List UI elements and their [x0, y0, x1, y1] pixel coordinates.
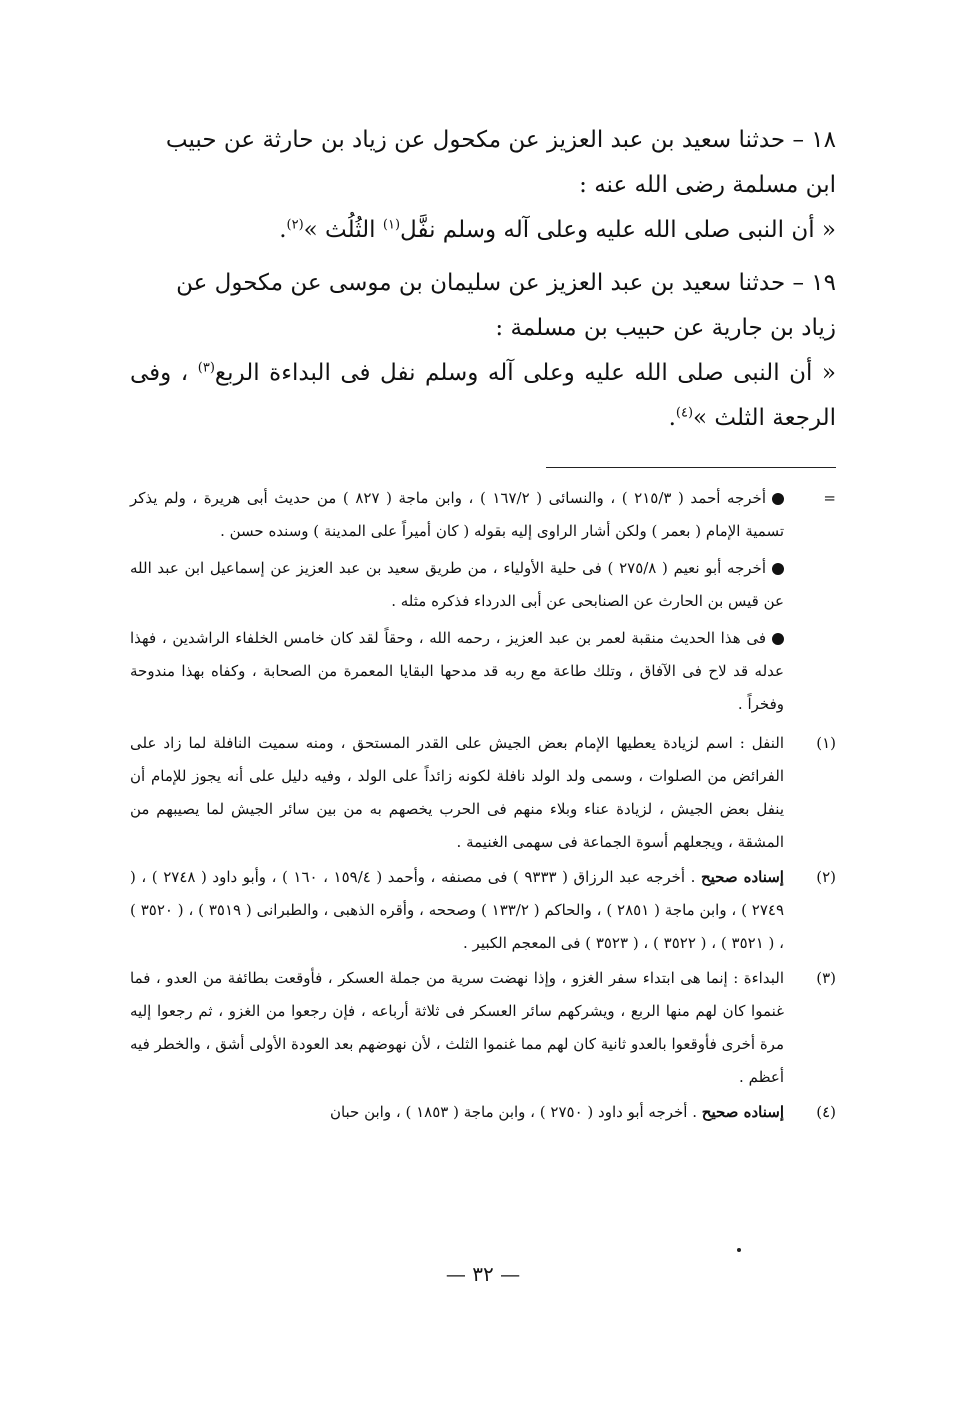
bullet-icon — [772, 563, 784, 575]
footnote-marker-eq: = — [823, 489, 836, 507]
hadith-18-quote: « أن النبى صلى الله عليه وعلى آله وسلم نفَّل$^{(١)}$ الثُلُث »$^{(٢)}$. — [279, 217, 836, 243]
hadith-19-quote: « أن النبى صلى الله عليه وعلى آله وسلم نفل فى البداءة الربع$^{(٣)}$ ، وفى الرجعة الثلث »$^{(٤)}$. — [130, 360, 836, 431]
footnote-ref-3: (٣) — [197, 360, 215, 376]
footnote-2-text: . أخرجه عبد الرزاق ( ٩٣٣٣ ) فى مصنفه ، وأحمد ( ١٥٩/٤ ، ١٦٠ ) ، وأبو داود ( ٢٧٤٨ ) ، ( ٢٧٤٩ ) ، وابن ماجة ( ٢٨٥١ ) ، والحاكم ( ١٣٣/٢ ) وصححه ، وأقره الذهبى ، والطبرانى ( ٣٥١٩ ) ، ( ٣٥٢٠ ) ، ( ٣٥٢١ ) ، ( ٣٥٢٢ ) ، ( ٣٥٢٣ ) فى المعجم الكبير . — [130, 868, 785, 952]
footnote-marker-1: (١) — [816, 734, 836, 752]
footnote-marker-4: (٤) — [816, 1103, 836, 1121]
footnote-ref-4: (٤) — [675, 405, 694, 421]
footnote-bullet-3: فى هذا الحديث منقبة لعمر بن عبد العزيز ، رحمه الله ، وحقاً لقد كان خامس الخلفاء الراشدين ، فهذا عدله قد لاح فى الآفاق ، وتلك طاعة مع ربه قد مدحها البقايا المعمرة من الصحابة ، وكفاه بهذا مندوحة وفخراً . — [130, 629, 784, 713]
hadith-18-line1: ١٨ – حدثنا سعيد بن عبد العزيز عن مكحول عن زياد بن حارثة عن حبيب — [165, 127, 836, 153]
footnote-bullet-1: أخرجه أحمد ( ٢١٥/٣ ) ، والنسائى ( ١٦٧/٢ ) ، وابن ماجة ( ٨٢٧ ) من حديث أبى هريرة ، ولم يذكر تسمية الإمام ( بعمر ) ولكن أشار الراوى إليه بقوله ( كان أميراً على المدينة ) وسنده حسن . — [130, 489, 784, 540]
footnote-bullet-2: أخرجه أبو نعيم ( ٢٧٥/٨ ) فى حلية الأولياء ، من طريق سعيد بن عبد العزيز عن إسماعيل ابن عبد الله عن قيس بن الحارث عن الصنابحى عن أبى الدرداء فذكره مثله . — [130, 559, 784, 610]
hadith-18 — [130, 118, 836, 253]
footnote-ref-1: (١) — [382, 217, 401, 233]
footnote-3-text: البداءة : إنما هى ابتداء سفر الغزو ، وإذا نهضت سرية من جملة العسكر ، فأوقعت بطائفة من العدو ، فما غنموا كان لهم منها الربع ، ويشركهم سائر العسكر فى ثلاثة أرباعه ، فإن رجعوا من الغزو ، ثم رجعوا إليه مرة أخرى فأوقعوا بالعدو ثانية كان لهم مما غنموا الثلث ، لأن نهوضهم بعد العودة الأولى أشق ، والخطر فيه أعظم . — [130, 969, 784, 1086]
main-text — [130, 118, 836, 441]
footnote-2-grade: إسناده صحيح — [700, 868, 784, 886]
footnote-1-text: النفل : اسم لزيادة يعطيها الإمام بعض الجيش على القدر المستحق ، ومنه سميت النافلة لما زاد على الفرائض من الصلوات ، وسمى ولد الولد نافلة لكونه زائداً على الولد ، وفيه دليل على أنه يجوز للإمام أن ينفل بعض الجيش ، لزيادة عناء وبلاء منهم فى الحرب يخصهم به من بين سائر الجيش لما يصيبهم من المشقة ، ويجعلهم أسوة الجماعة فى سهمى الغنيمة . — [130, 734, 784, 851]
footnote-3 — [130, 962, 836, 1094]
hadith-19 — [130, 261, 836, 441]
footnote-4-text: . أخرجه أبو داود ( ٢٧٥٠ ) ، وابن ماجة ( ١٨٥٣ ) ، وابن حبان — [329, 1103, 702, 1121]
bullet-icon — [772, 493, 784, 505]
footnote-1 — [130, 727, 836, 859]
footnote-4-grade: إسناده صحيح — [701, 1103, 784, 1121]
footnote-marker-3: (٣) — [816, 969, 836, 987]
hadith-19-line1: ١٩ – حدثنا سعيد بن عبد العزيز عن سليمان بن موسى عن مكحول عن — [176, 270, 836, 296]
footnote-ref-2: (٢) — [286, 217, 304, 233]
page-content — [130, 118, 836, 1131]
stray-dot — [737, 1248, 741, 1252]
bullet-icon — [772, 633, 784, 645]
footnote-4 — [130, 1096, 836, 1129]
hadith-18-line2: ابن مسلمة رضى الله عنه : — [579, 172, 836, 198]
footnote-continuation — [130, 482, 836, 725]
footnotes — [130, 482, 836, 1129]
footnote-2 — [130, 861, 836, 960]
page-number: — ٣٢ — — [445, 1262, 521, 1286]
footnote-divider — [546, 467, 836, 468]
footnote-marker-2: (٢) — [816, 868, 836, 886]
hadith-19-line2: زياد بن جارية عن حبيب بن مسلمة : — [495, 315, 836, 341]
